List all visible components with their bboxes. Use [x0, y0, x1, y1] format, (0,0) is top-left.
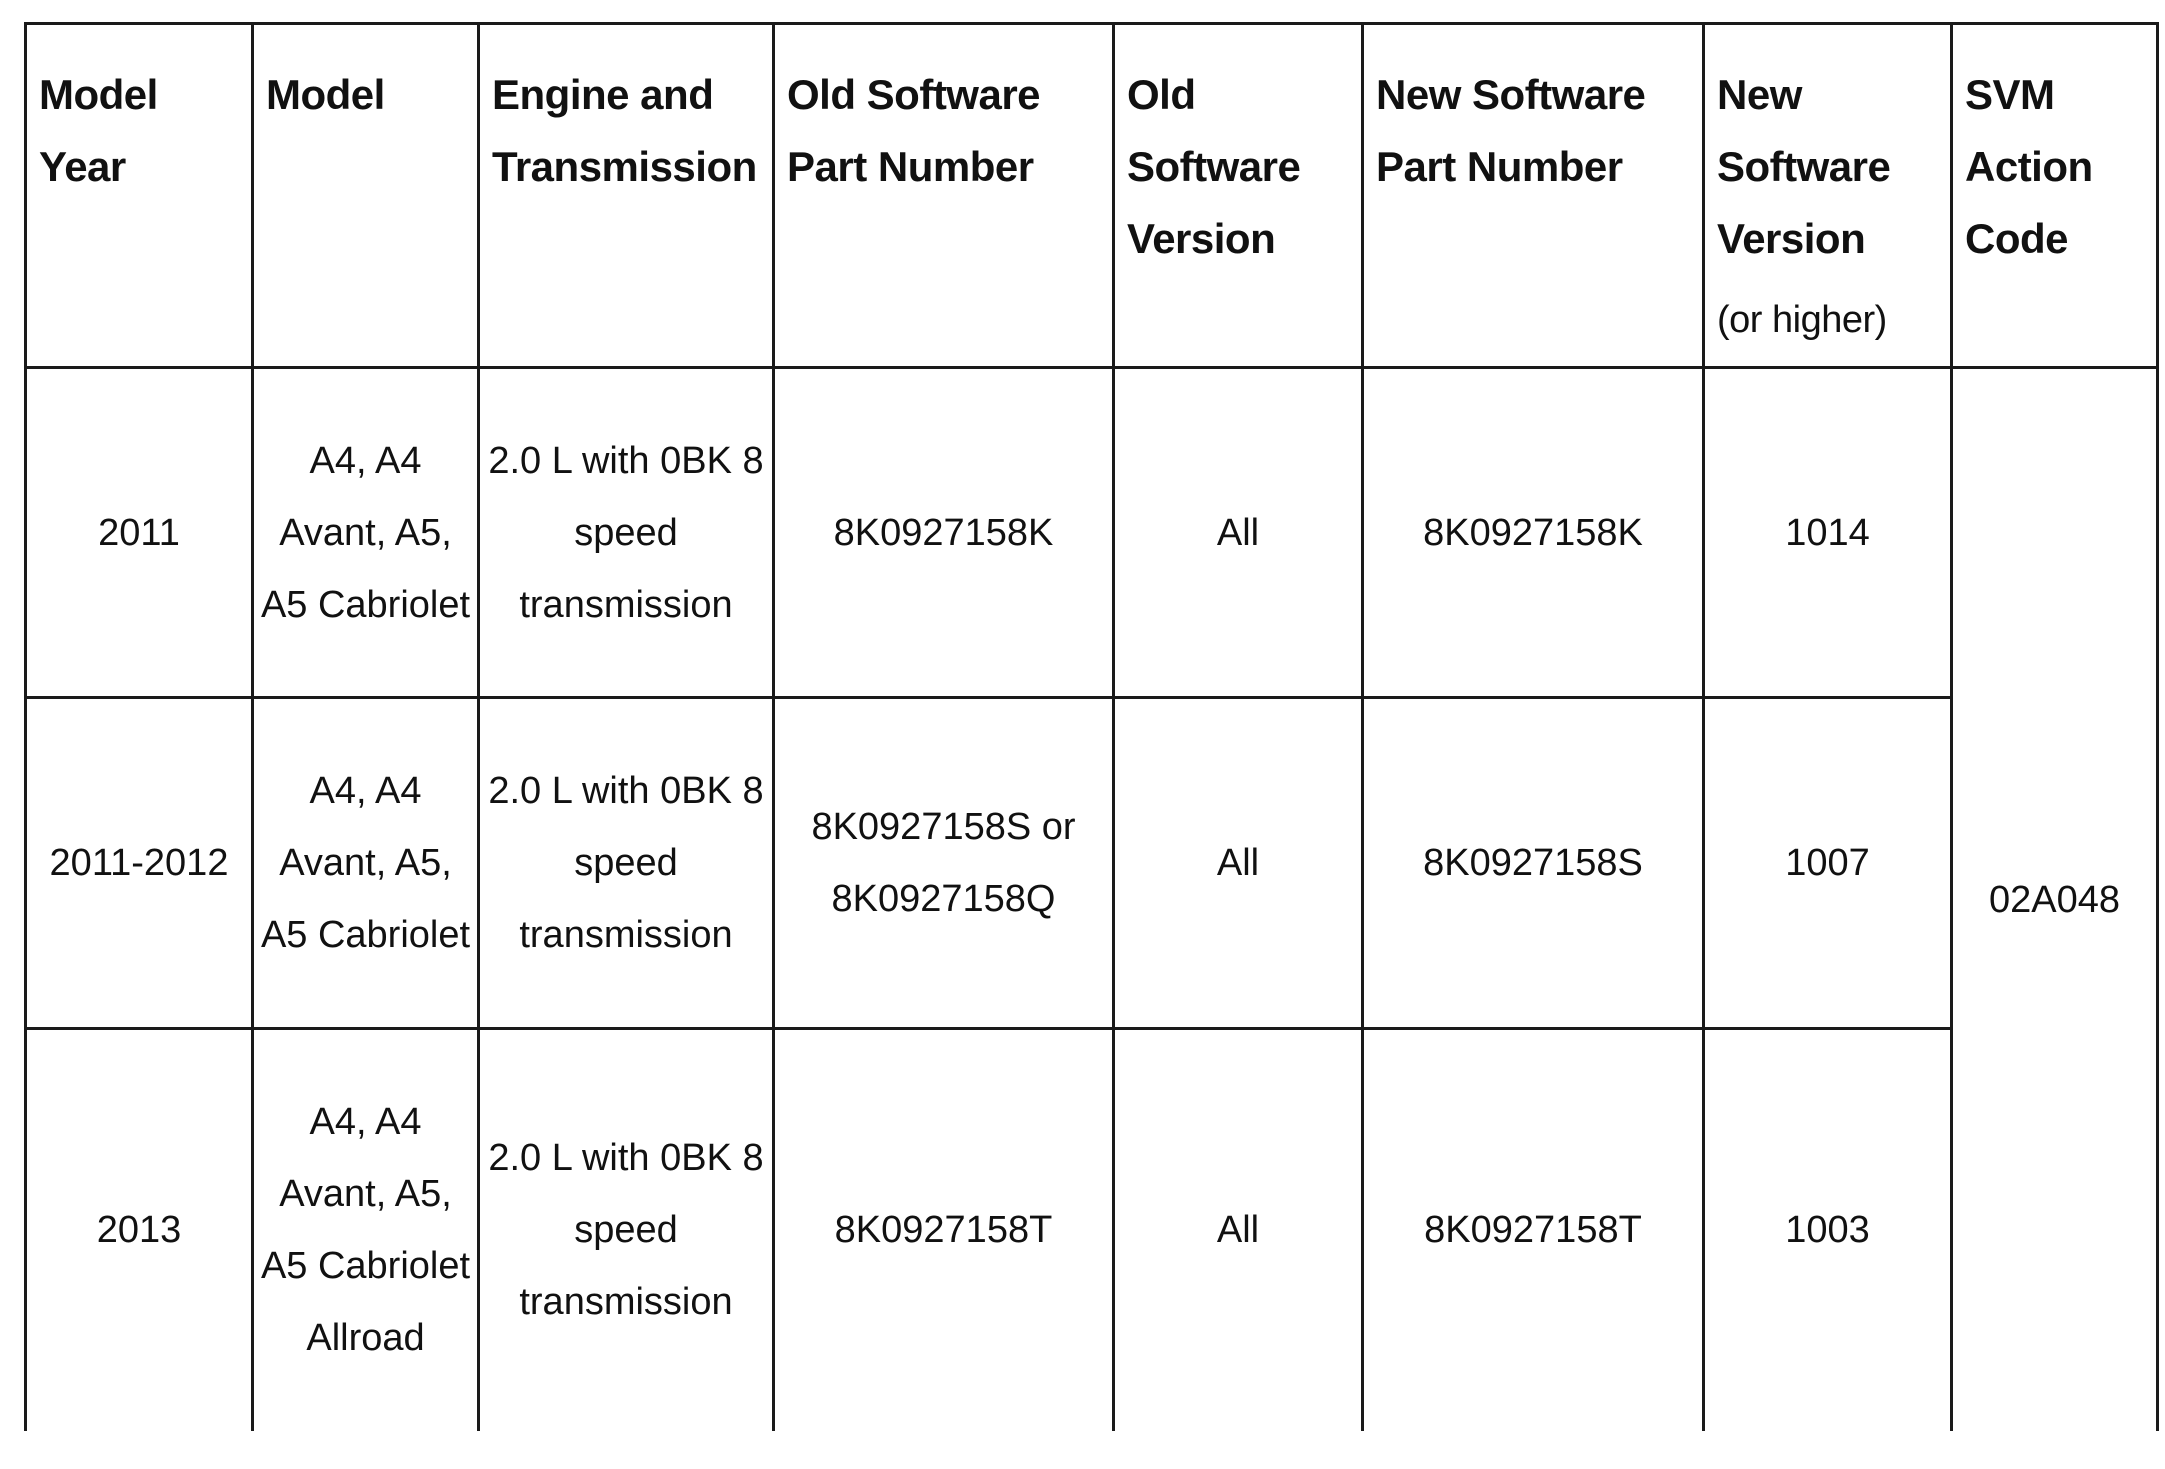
cell-new-software-part-number: 8K0927158K [1363, 368, 1704, 698]
cell-old-software-version: All [1114, 698, 1363, 1029]
header-row [26, 24, 2158, 368]
cell-engine-transmission: 2.0 L with 0BK 8 speed transmission [479, 1029, 774, 1431]
header-new-software-version-label: New Software Version [1717, 71, 1891, 262]
cell-model: A4, A4 Avant, A5, A5 Cabriolet [253, 368, 479, 698]
cell-old-software-part-number: 8K0927158K [774, 368, 1114, 698]
header-model-year: Model Year [26, 24, 253, 368]
header-svm-action-code: SVM Action Code [1952, 24, 2158, 368]
header-model: Model [253, 24, 479, 368]
cell-old-software-version: All [1114, 1029, 1363, 1431]
cell-old-software-part-number: 8K0927158T [774, 1029, 1114, 1431]
cell-new-software-version: 1014 [1704, 368, 1952, 698]
cell-model-year: 2011-2012 [26, 698, 253, 1029]
cell-new-software-version: 1003 [1704, 1029, 1952, 1431]
cell-model: A4, A4 Avant, A5, A5 Cabriolet [253, 698, 479, 1029]
cell-model: A4, A4 Avant, A5, A5 Cabriolet Allroad [253, 1029, 479, 1431]
header-new-software-part-number: New Software Part Number [1363, 24, 1704, 368]
table-row [26, 368, 2158, 698]
cell-old-software-part-number: 8K0927158S or 8K0927158Q [774, 698, 1114, 1029]
table-row [26, 1029, 2158, 1431]
header-old-software-part-number: Old Software Part Number [774, 24, 1114, 368]
cell-engine-transmission: 2.0 L with 0BK 8 speed transmission [479, 698, 774, 1029]
header-old-software-version: Old Software Version [1114, 24, 1363, 368]
cell-model-year: 2011 [26, 368, 253, 698]
cell-model-year: 2013 [26, 1029, 253, 1431]
cell-new-software-part-number: 8K0927158S [1363, 698, 1704, 1029]
cell-old-software-version: All [1114, 368, 1363, 698]
table-row [26, 698, 2158, 1029]
cell-svm-action-code: 02A048 [1952, 368, 2158, 1431]
header-new-software-version-note: (or higher) [1717, 299, 1887, 341]
software-update-table [24, 22, 2159, 1431]
header-new-software-version [1704, 24, 1952, 368]
cell-engine-transmission: 2.0 L with 0BK 8 speed transmission [479, 368, 774, 698]
cell-new-software-part-number: 8K0927158T [1363, 1029, 1704, 1431]
header-engine-transmission: Engine and Transmission [479, 24, 774, 368]
cell-new-software-version: 1007 [1704, 698, 1952, 1029]
